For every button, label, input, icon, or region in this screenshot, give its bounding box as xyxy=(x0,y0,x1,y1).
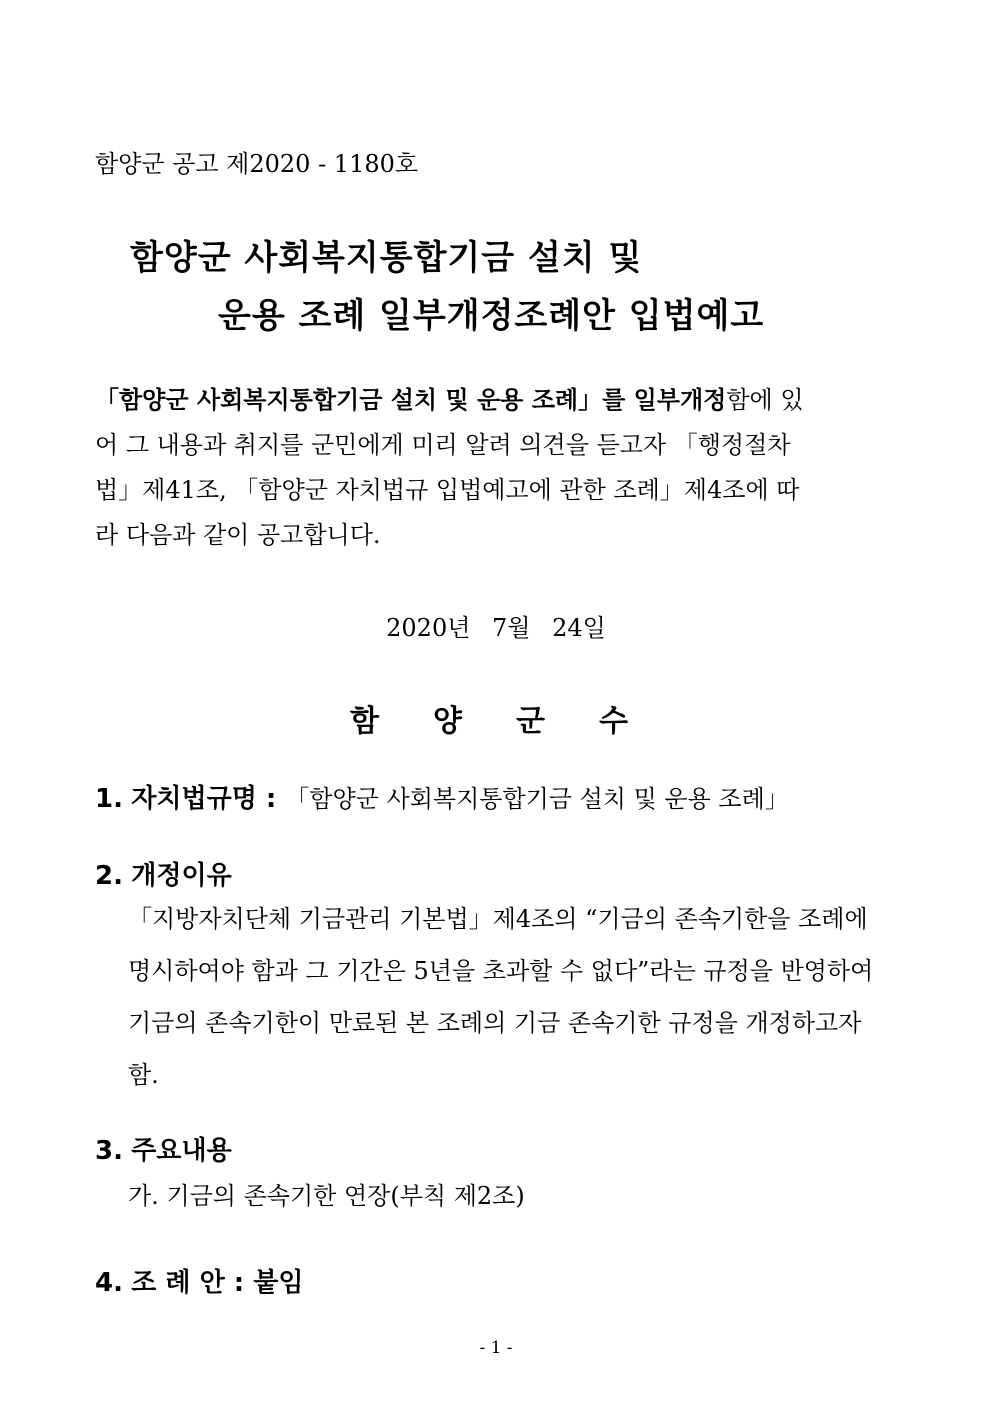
section-3-heading xyxy=(95,1130,232,1167)
section-2-label: 개정이유 xyxy=(131,861,232,891)
notice-number: 함양군 공고 제2020 - 1180호 xyxy=(95,150,419,178)
issuer-signature: 함양군수 xyxy=(350,704,682,739)
section-3-number: 3. xyxy=(95,1136,123,1166)
section-2-body-line-2: 명시하여야 함과 그 기간은 5년을 초과할 수 없다”라는 규정을 반영하여 xyxy=(128,957,874,985)
section-2-body-line-4: 함. xyxy=(128,1061,159,1089)
section-3-label: 주요내용 xyxy=(131,1136,232,1166)
section-1-heading xyxy=(95,778,789,815)
section-1-separator: : xyxy=(256,784,286,814)
section-4-separator: : xyxy=(224,1268,254,1298)
section-2-body-line-1: 「지방자치단체 기금관리 기본법」제4조의 “기금의 존속기한을 조례에 xyxy=(128,905,868,933)
section-4-label: 조 례 안 xyxy=(131,1268,225,1298)
intro-line-1 xyxy=(95,378,804,423)
section-2-number: 2. xyxy=(95,861,123,891)
section-2-body-line-3: 기금의 존속기한이 만료된 본 조례의 기금 존속기한 규정을 개정하고자 xyxy=(128,1009,862,1037)
notice-date: 2020년 7월 24일 xyxy=(386,614,606,642)
section-2-heading xyxy=(95,855,232,892)
section-3-body-line-1: 가. 기금의 존속기한 연장(부칙 제2조) xyxy=(128,1182,525,1210)
section-4-value: 붙임 xyxy=(253,1268,304,1298)
section-1-number: 1. xyxy=(95,784,123,814)
intro-line-3: 법」제41조, 「함양군 자치법규 입법예고에 관한 조례」제4조에 따 xyxy=(95,476,800,504)
document-title-line-2: 운용 조례 일부개정조례안 입법예고 xyxy=(218,296,765,336)
page-number: - 1 - xyxy=(479,1338,513,1358)
section-4-number: 4. xyxy=(95,1268,123,1298)
section-4-heading xyxy=(95,1262,303,1299)
document-title-line-1: 함양군 사회복지통합기금 설치 및 xyxy=(130,238,643,278)
section-1-value: 「함양군 사회복지통합기금 설치 및 운용 조례」 xyxy=(285,785,789,813)
intro-law-name: 「함양군 사회복지통합기금 설치 및 운용 조례」를 일부개정 xyxy=(95,386,727,414)
intro-line-4: 라 다음과 같이 공고합니다. xyxy=(95,521,381,549)
intro-line-1-rest: 함에 있 xyxy=(726,386,804,414)
intro-line-2: 어 그 내용과 취지를 군민에게 미리 알려 의견을 듣고자 「행정절차 xyxy=(95,431,791,459)
section-1-label: 자치법규명 xyxy=(131,784,257,814)
